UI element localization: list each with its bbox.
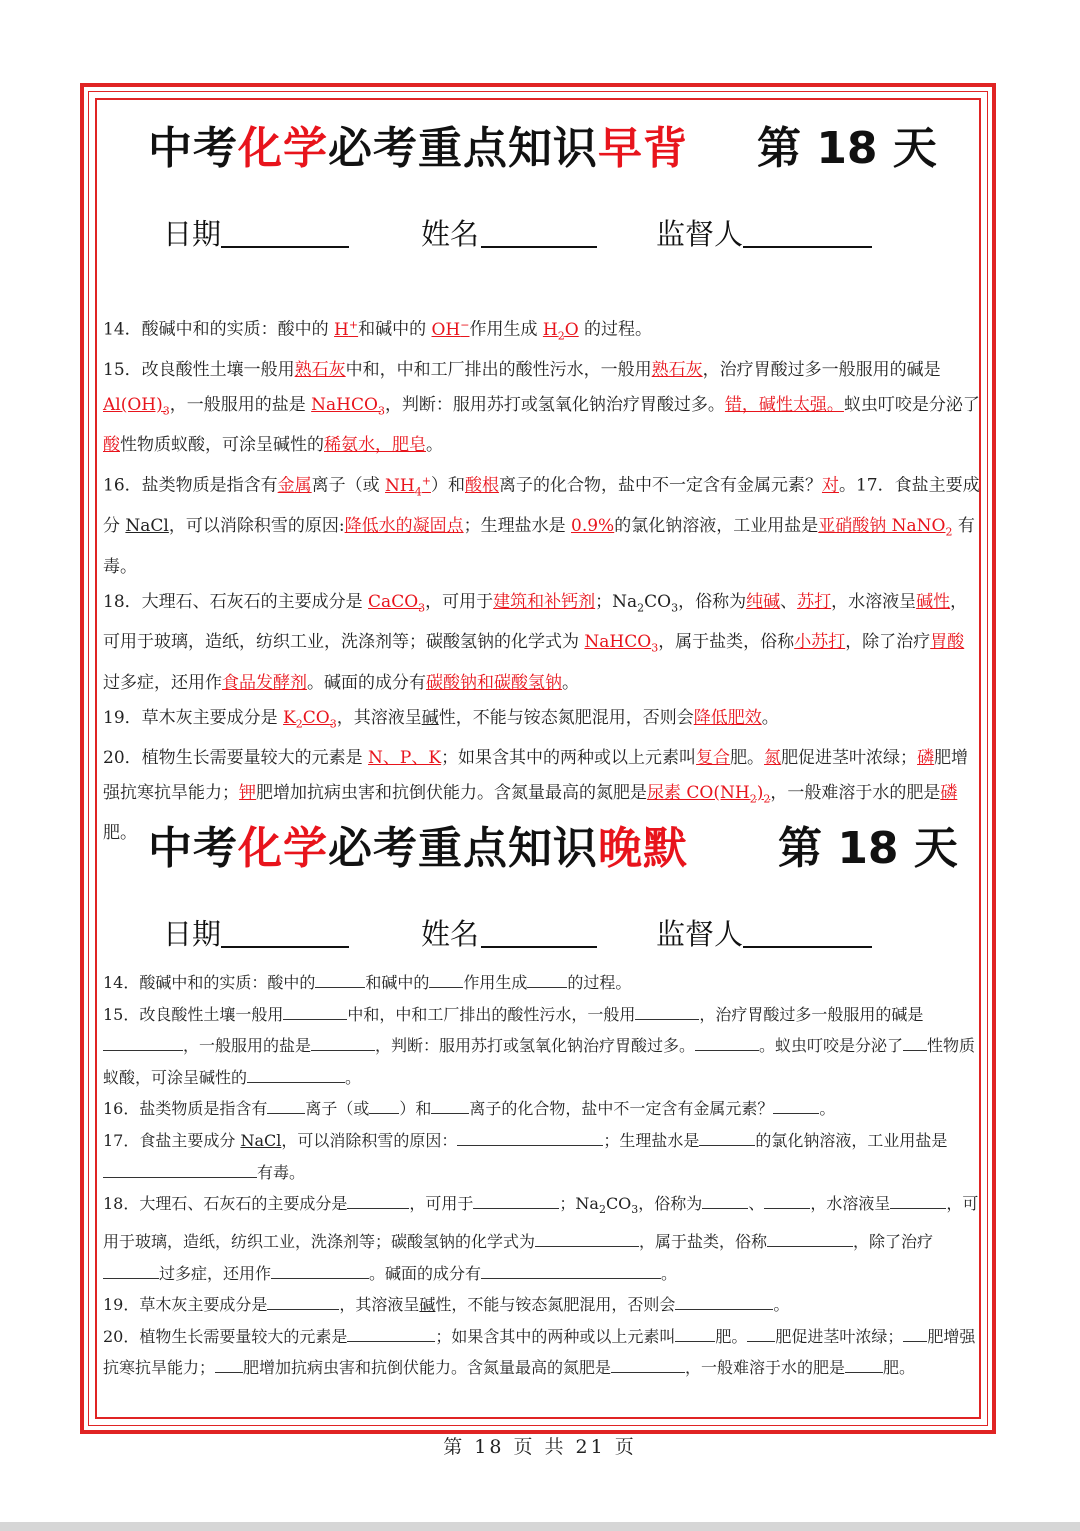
blank-item-17: 17．食盐主要成分 NaCl，可以消除积雪的原因： ；生理盐水是 的氯化钠溶液，工业用盐是有毒。	[103, 1130, 948, 1182]
blank-item-18: 18．大理石、石灰石的主要成分是 ，可用于 ；$Na_2CO_3$，俗称为 、 ，水溶液呈 ，可用于玻璃，造纸，纺织工业，洗涤剂等；碳酸氢钠的化学式为 ，属于盐类，俗称 ，除了治疗过多症，还用作 。碱面的成分有 。	[103, 1194, 979, 1283]
blank-item-19: 19．草木灰主要成分是 ，其溶液呈碱性，不能与铵态氮肥混用，否则会 。	[103, 1295, 790, 1315]
blank-item-15: 15．改良酸性土壤一般用 中和，中和工厂排出的酸性污水，一般用 ，治疗胃酸过多一般服用的碱是，一般服用的盐是 ，判断：服用苏打或氢氧化钠治疗胃酸过多。 。蚁虫叮咬是分泌了 性物质蚁酸，可涂呈碱性的 。	[103, 1004, 976, 1087]
date-label: 日期	[163, 917, 222, 951]
name-label: 姓名	[421, 917, 480, 951]
blank-item-20: 20．植物生长需要量较大的元素是 ；如果含其中的两种或以上元素叫 肥。 肥促进茎叶浓绿； 肥增强抗寒抗旱能力； 肥增加抗病虫害和抗倒伏能力。含氮量最高的氮肥是 ，一般难溶于水的肥是 肥。	[103, 1326, 976, 1378]
evening-day-label: 第 18 天	[778, 823, 958, 874]
blank-item-16: 16．盐类物质是指含有 离子（或 ）和 离子的化合物，盐中不一定含有金属元素？ 。	[103, 1099, 836, 1119]
supervisor-blank	[743, 246, 872, 248]
date-blank	[221, 946, 349, 948]
name-blank	[481, 246, 597, 248]
date-label: 日期	[163, 217, 222, 251]
morning-content	[103, 307, 981, 851]
date-blank	[221, 246, 349, 248]
page-number: 第 18 页 共 21 页	[443, 1436, 637, 1458]
item-14: 14．酸碱中和的实质：酸中的 H+和碱中的 OH−作用生成 $H_2O$ 的过程。	[103, 318, 653, 343]
item-18: 18．大理石、石灰石的主要成分是 CaCO$_3$，可用于建筑和补钙剂；$Na_2CO_3$，俗称为纯碱、苏打，水溶液呈碱性，可用于玻璃，造纸，纺织工业，洗涤剂等；碳酸氢钠的化学式为 NaHCO$_3$，属于盐类，俗称小苏打，除了治疗胃酸过多症，还用作食品发酵剂。碱面的成分有碳酸钠和碳酸氢钠。	[103, 591, 968, 693]
morning-title: 中考化学必考重点知识早背	[148, 123, 688, 174]
name-label: 姓名	[421, 217, 480, 251]
name-blank	[481, 946, 597, 948]
blank-item-14: 14．酸碱中和的实质：酸中的 和碱中的 作用生成 的过程。	[103, 973, 632, 992]
supervisor-label: 监督人	[656, 917, 744, 951]
item-16-17: 16．盐类物质是指含有金属离子（或 $NH_4^+$）和酸根离子的化合物，盐中不一定含有金属元素？对。17．食盐主要成分 NaCl，可以消除积雪的原因:降低水的凝固点；生理盐水是 0.9%的氯化钠溶液，工业用盐是亚硝酸钠 NaNO$_2$ 有毒。	[103, 474, 980, 577]
evening-content	[103, 967, 981, 1384]
item-19: 19．草木灰主要成分是 $K_2CO_3$，其溶液呈碱性，不能与铵态氮肥混用，否则会降低肥效。	[103, 707, 779, 731]
supervisor-label: 监督人	[656, 217, 744, 251]
morning-day-label: 第 18 天	[757, 123, 937, 174]
item-15: 15．改良酸性土壤一般用熟石灰中和，中和工厂排出的酸性污水，一般用熟石灰，治疗胃酸过多一般服用的碱是 $Al(OH)_3$，一般服用的盐是 NaHCO$_3$，判断：服用苏打或氢氧化钠治疗胃酸过多。错，碱性太强。蚁虫叮咬是分泌了酸性物质蚁酸，可涂呈碱性的稀氨水，肥皂。	[103, 360, 980, 456]
scroll-edge	[0, 1522, 1080, 1531]
item-20: 20．植物生长需要量较大的元素是 N、P、K；如果含其中的两种或以上元素叫复合肥。氮肥促进茎叶浓绿；磷肥增强抗寒抗旱能力；钾肥增加抗病虫害和抗倒伏能力。含氮量最高的氮肥是尿素 $CO(NH_2)_2$，一般难溶于水的肥是磷肥。	[103, 748, 969, 844]
evening-title: 中考化学必考重点知识晚默	[148, 823, 688, 874]
supervisor-blank	[743, 946, 872, 948]
